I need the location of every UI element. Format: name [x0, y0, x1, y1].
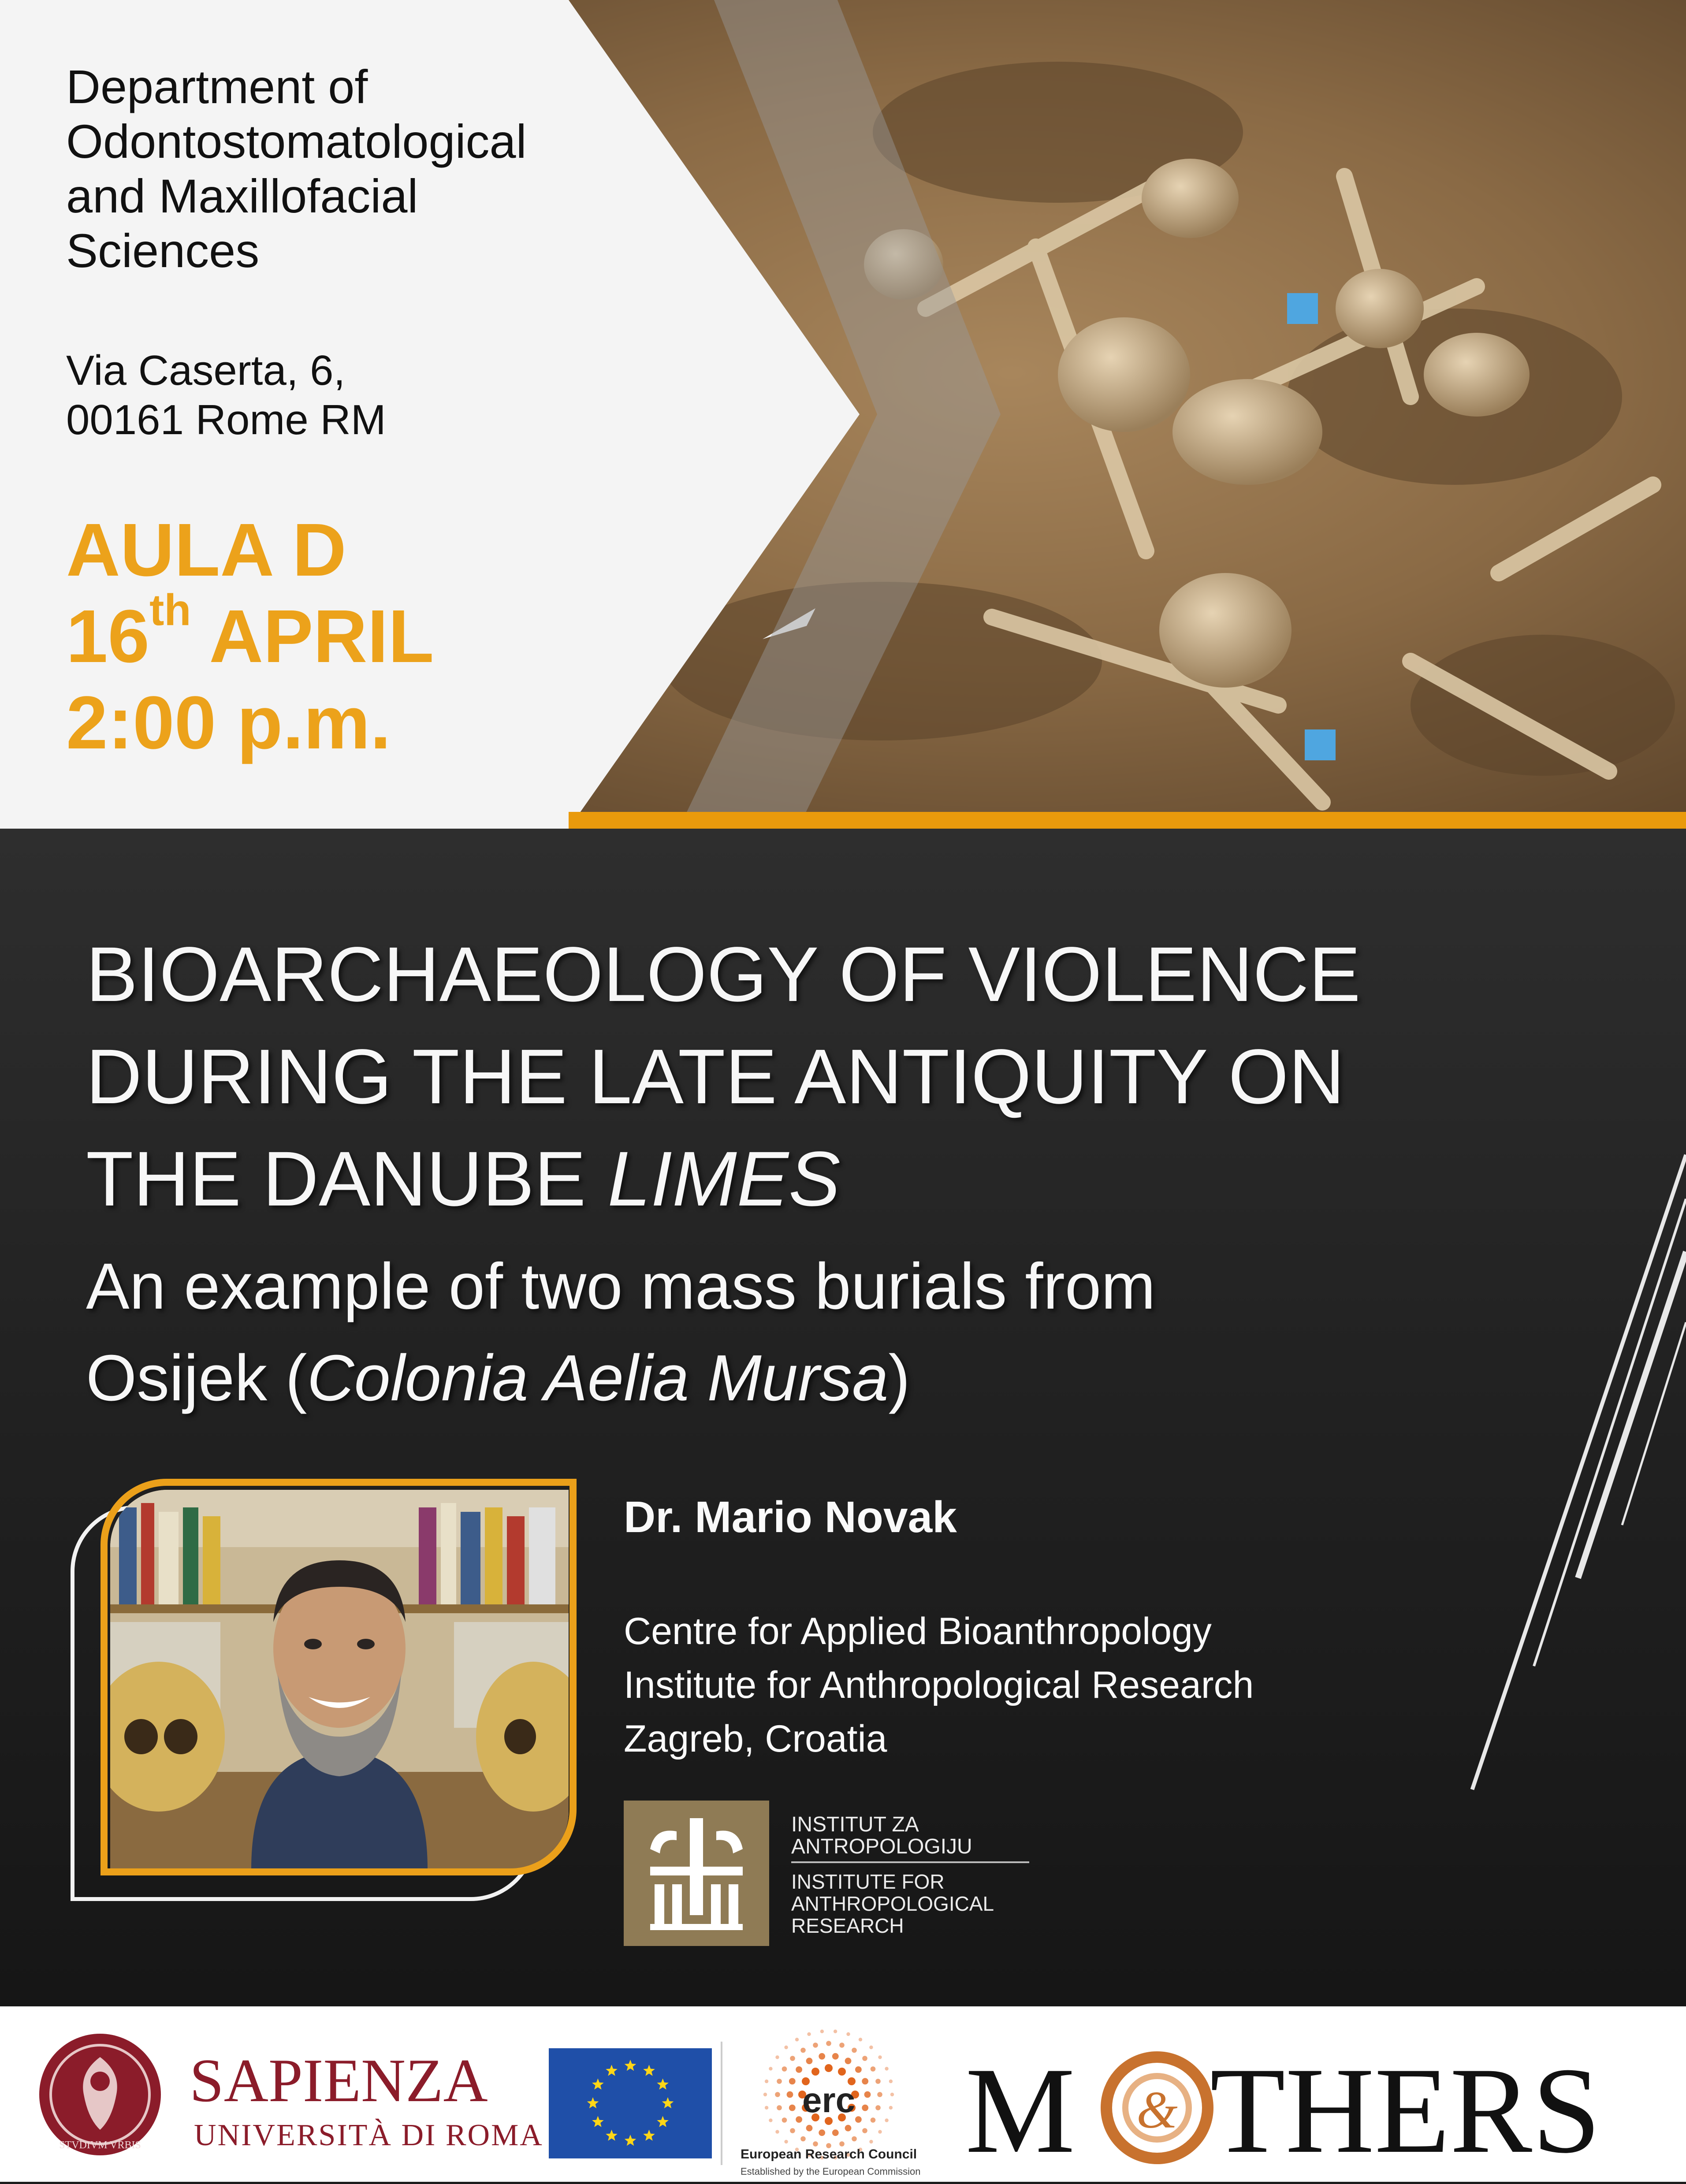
erc-dot-icon [765, 2080, 768, 2083]
erc-dot-icon [800, 2136, 806, 2142]
erc-dot-icon [852, 2136, 857, 2142]
erc-dot-icon [885, 2067, 888, 2070]
erc-dot-icon [784, 2046, 788, 2049]
orange-divider [569, 812, 1686, 829]
institute-logo [624, 1801, 1034, 1946]
mothers-logo [965, 2042, 1601, 2179]
sapienza-name: SAPIENZA [190, 2046, 488, 2115]
title-line-1: BIOARCHAEOLOGY OF VIOLENCE [86, 931, 1361, 1018]
erc-dot-icon [807, 2032, 811, 2036]
erc-dot-icon [806, 2057, 813, 2064]
erc-subtitle: Established by the European Commission [741, 2166, 921, 2177]
erc-dot-icon [889, 2106, 893, 2110]
affiliation-line: Institute for Anthropological Research [624, 1664, 1254, 1706]
erc-name: European Research Council [741, 2147, 917, 2162]
erc-dot-icon [777, 2079, 782, 2084]
title-line-3-plain: THE DANUBE [86, 1136, 608, 1222]
talk-subtitle [86, 1241, 1563, 1424]
institute-name-hr-1: INSTITUT ZA [791, 1813, 919, 1836]
subtitle-plain: Osijek ( [86, 1342, 307, 1414]
erc-dot-icon [813, 2043, 818, 2048]
department-line: and Maxillofacial [66, 169, 418, 223]
erc-dot-icon [838, 2068, 846, 2076]
erc-dot-icon [834, 2030, 837, 2033]
erc-dot-icon [885, 2118, 888, 2122]
erc-dot-icon [790, 2056, 795, 2061]
erc-dot-icon [845, 2125, 852, 2132]
erc-dot-icon [852, 2048, 857, 2053]
eu-flag-icon [549, 2048, 712, 2158]
erc-dot-icon [871, 2117, 876, 2123]
erc-dot-icon [832, 2053, 839, 2060]
erc-dot-icon [765, 2106, 768, 2110]
erc-dot-icon [832, 2129, 839, 2136]
mothers-ampersand-icon [1106, 2057, 1208, 2158]
event-month: APRIL [209, 595, 434, 678]
subtitle-italic: Colonia Aelia Mursa [307, 1342, 889, 1414]
event-day-suffix: th [149, 585, 191, 635]
erc-dot-icon [763, 2093, 767, 2096]
erc-dot-icon [775, 2130, 779, 2133]
erc-dot-icon [839, 2043, 845, 2048]
erc-dot-icon [862, 2056, 867, 2061]
institute-name-en-2: ANTHROPOLOGICAL [791, 1892, 994, 1915]
erc-dot-icon [769, 2067, 772, 2070]
erc-dot-icon [864, 2091, 871, 2098]
affiliation-line: Zagreb, Croatia [624, 1718, 887, 1760]
erc-dot-icon [806, 2125, 813, 2132]
erc-dot-icon [789, 2105, 796, 2111]
sapienza-subtitle: UNIVERSITÀ DI ROMA [194, 2118, 543, 2152]
header-section [0, 0, 1686, 829]
erc-dot-icon [825, 2064, 833, 2072]
erc-dot-icon [787, 2091, 793, 2098]
event-details [66, 507, 727, 766]
erc-dot-icon [878, 2055, 882, 2059]
erc-logo [741, 2030, 920, 2177]
erc-dot-icon [775, 2092, 780, 2097]
erc-dot-icon [811, 2068, 819, 2076]
subtitle-line-2 [86, 1332, 1563, 1424]
erc-dot-icon [795, 2038, 799, 2041]
institute-emblem-icon [650, 1818, 743, 1930]
institute-name-en-3: RESEARCH [791, 1914, 904, 1937]
erc-dot-icon [784, 2140, 788, 2143]
event-day: 16 [66, 595, 150, 678]
erc-dot-icon [878, 2130, 882, 2133]
erc-dot-icon [782, 2066, 787, 2072]
erc-dot-icon [819, 2053, 825, 2060]
address-line-1: Via Caserta, 6, [66, 347, 346, 394]
address [66, 333, 727, 458]
affiliation-line: Centre for Applied Bioanthropology [624, 1610, 1212, 1652]
erc-dot-icon [855, 2116, 862, 2123]
erc-dot-icon [871, 2066, 876, 2072]
event-room: AULA D [66, 508, 346, 592]
title-line-3-italic: LIMES [607, 1136, 841, 1222]
photo-frame-accent [100, 1479, 577, 1875]
erc-mark: erc [802, 2080, 856, 2120]
erc-dot-icon [875, 2079, 881, 2084]
erc-dot-icon [846, 2032, 850, 2036]
erc-dot-icon [875, 2105, 881, 2110]
event-date [66, 585, 727, 680]
subtitle-end: ) [888, 1342, 910, 1414]
erc-dot-icon [789, 2078, 796, 2085]
department-line: Department of [66, 60, 368, 113]
department-name [66, 60, 727, 278]
title-line-3 [86, 1128, 1563, 1230]
erc-dot-icon [839, 2141, 845, 2147]
address-line-2: 00161 Rome RM [66, 396, 386, 443]
mothers-letters-thers: THERS [1210, 2042, 1601, 2179]
sapienza-seal-text: STVDIVM VRBIS [59, 2139, 141, 2151]
erc-dot-icon [862, 2078, 868, 2085]
erc-dot-icon [869, 2046, 873, 2049]
erc-dot-icon [855, 2066, 862, 2073]
erc-dot-icon [862, 2128, 867, 2133]
erc-dot-icon [782, 2117, 787, 2123]
erc-dot-icon [800, 2048, 806, 2053]
erc-dot-icon [790, 2128, 795, 2133]
decorative-lines [1455, 1137, 1686, 1798]
erc-dot-icon [777, 2105, 782, 2110]
erc-dot-icon [877, 2092, 882, 2097]
event-time: 2:00 p.m. [66, 681, 391, 765]
department-line: Odontostomatological [66, 115, 527, 168]
erc-dot-icon [869, 2140, 873, 2143]
erc-dot-icon [775, 2055, 779, 2059]
talk-title [86, 923, 1563, 1230]
department-line: Sciences [66, 224, 260, 277]
institute-name-hr-2: ANTROPOLOGIJU [791, 1835, 972, 1858]
sapienza-seal-icon [39, 2034, 161, 2155]
erc-dot-icon [845, 2057, 852, 2064]
speaker-name: Dr. Mario Novak [624, 1492, 957, 1542]
erc-dot-icon [813, 2141, 818, 2147]
speaker-affiliation [624, 1604, 1461, 1766]
svg-text:&: & [1136, 2080, 1178, 2139]
erc-dot-icon [889, 2080, 893, 2083]
mothers-letter-m: M [965, 2042, 1075, 2179]
erc-dot-icon [819, 2129, 825, 2136]
erc-dot-icon [796, 2116, 802, 2123]
erc-dot-icon [862, 2105, 868, 2111]
subtitle-line-1: An example of two mass burials from [86, 1250, 1156, 1323]
institute-name-en-1: INSTITUTE FOR [791, 1870, 945, 1893]
erc-dot-icon [820, 2030, 824, 2033]
erc-dot-icon [890, 2093, 894, 2096]
title-line-2: DURING THE LATE ANTIQUITY ON [86, 1034, 1345, 1120]
erc-dot-icon [826, 2041, 831, 2046]
erc-dot-icon [769, 2118, 772, 2122]
erc-dot-icon [859, 2038, 862, 2041]
erc-dot-icon [796, 2066, 802, 2073]
sponsor-footer [0, 2006, 1686, 2182]
